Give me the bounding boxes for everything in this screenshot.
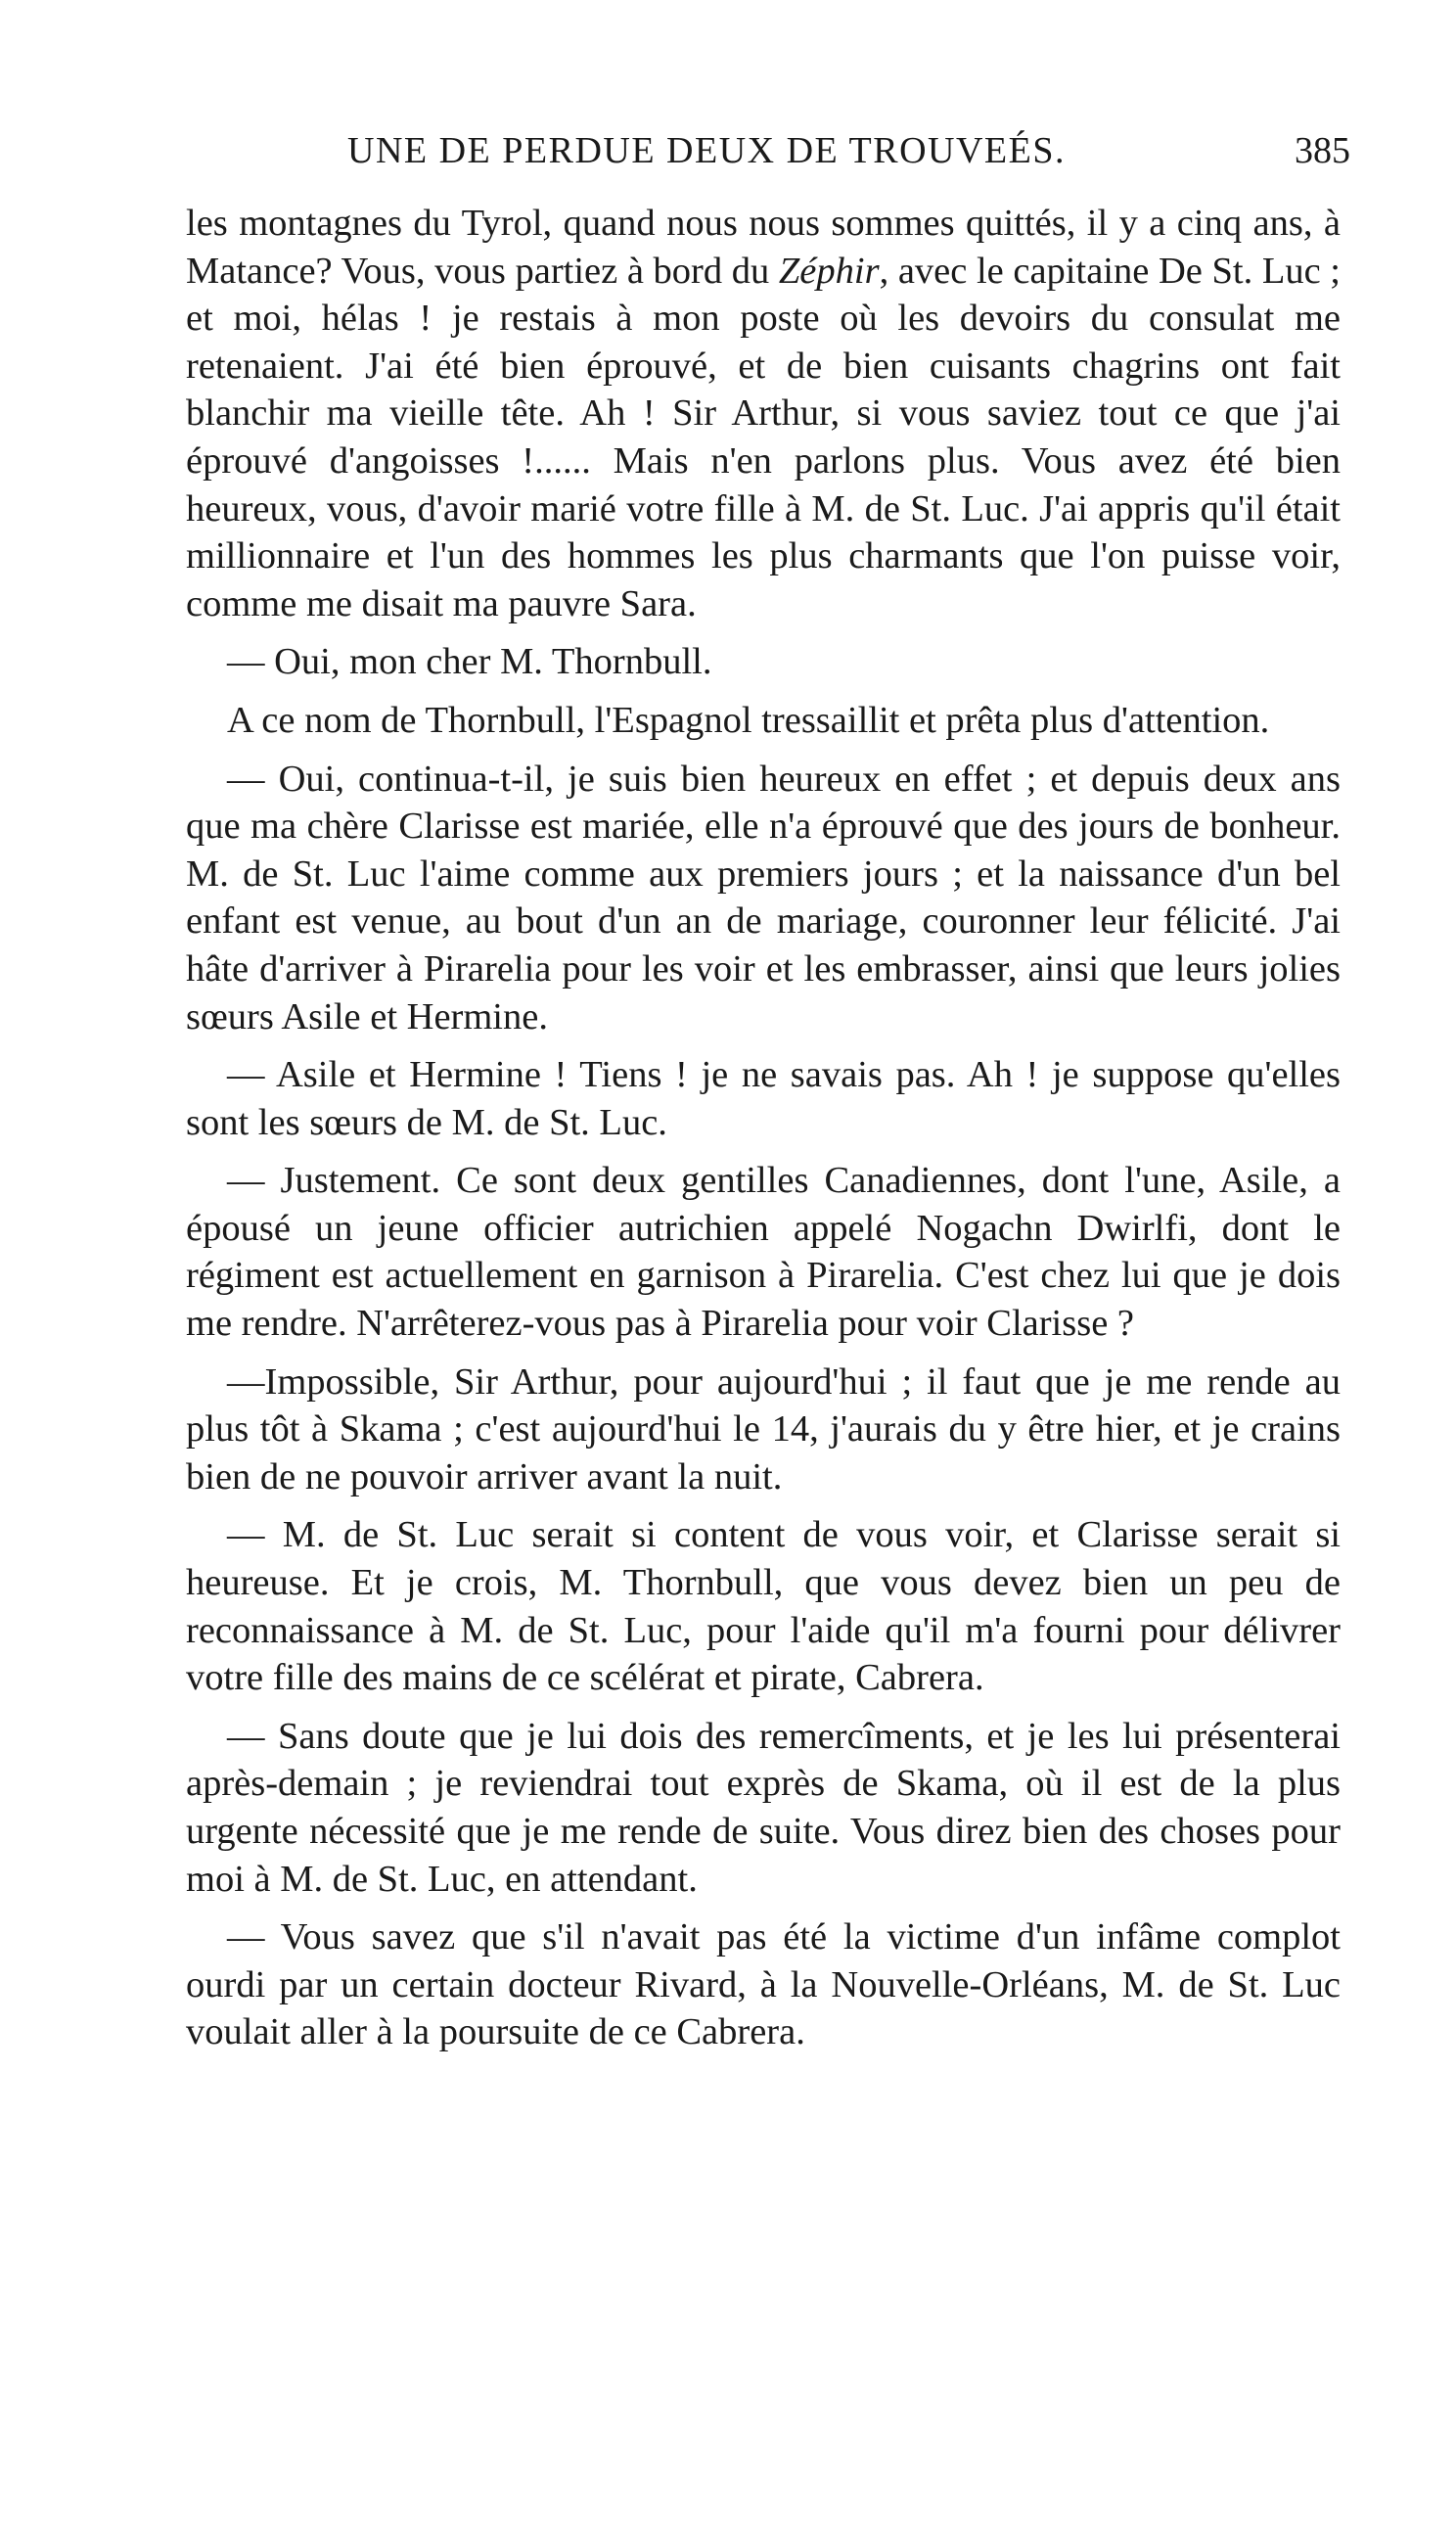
paragraph-10: — Vous savez que s'il n'avait pas été la victime d'un infâme complot ourdi par un certain docteur Rivard, à la Nouvelle-Orléans, M. de St. Luc voulait aller à la poursuite de ce Cabrera.	[186, 1916, 1341, 2053]
running-head	[347, 129, 1350, 178]
paragraph-7: —Impossible, Sir Arthur, pour aujourd'hui ; il faut que je me rende au plus tôt à Skama ; c'est aujourd'hui le 14, j'aurais du y être hier, et je crains bien de ne pouvoir arriver avant la nuit.	[186, 1360, 1341, 1497]
paragraph-1-text-end: , avec le capitaine De St. Luc ; et moi, hélas ! je restais à mon poste où les devoirs du consulat me retenaient. J'ai été bien éprouvé, et de bien cuisants chagrins ont fait blanchir ma vieille tête. Ah ! Sir Arthur, si vous saviez tout ce que j'ai éprouvé d'angoisses !...... Mais n'en parlons plus. Vous avez été bien heureux, vous, d'avoir marié votre fille à M. de St. Luc. J'ai appris qu'il était millionnaire et l'un des hommes les plus charmants que l'on puisse voir, comme me disait ma pauvre Sara.	[186, 250, 1342, 624]
page-number: 385	[1295, 130, 1350, 171]
body-text	[186, 200, 1341, 2056]
paragraph-6: — Justement. Ce sont deux gentilles Canadiennes, dont l'une, Asile, a épousé un jeune officier autrichien appelé Nogachn Dwirlfi, dont le régiment est actuellement en garnison à Pirarelia. C'est chez lui que je dois me rendre. N'arrêterez-vous pas à Pirarelia pour voir Clarisse ?	[186, 1160, 1341, 1345]
running-title: UNE DE PERDUE DEUX DE TROUVEÉS.	[347, 130, 1066, 171]
ship-name-zephir: Zéphir	[778, 250, 880, 292]
paragraph-5: — Asile et Hermine ! Tiens ! je ne savais pas. Ah ! je suppose qu'elles sont les sœurs de M. de St. Luc.	[186, 1054, 1341, 1143]
paragraph-2: — Oui, mon cher M. Thornbull.	[227, 641, 712, 683]
paragraph-3: A ce nom de Thornbull, l'Espagnol tressaillit et prêta plus d'attention.	[227, 699, 1270, 741]
paragraph-1-text-start: les montagnes du Tyrol, quand nous nous sommes quittés, il y a cinq ans, à Matance? Vous, vous partiez à bord du	[186, 203, 1341, 292]
paragraph-4: — Oui, continua-t-il, je suis bien heureux en effet ; et depuis deux ans que ma chère Clarisse est mariée, elle n'a éprouvé que des jours de bonheur. M. de St. Luc l'aime comme aux premiers jours ; et la naissance d'un bel enfant est venue, au bout d'un an de mariage, couronner leur félicité. J'ai hâte d'arriver à Pirarelia pour les voir et les embrasser, ainsi que leurs jolies sœurs Asile et Hermine.	[186, 758, 1341, 1037]
paragraph-9: — Sans doute que je lui dois des remercîments, et je les lui présenterai après-demain ; je reviendrai tout exprès de Skama, où il est de la plus urgente nécessité que je me rende de suite. Vous direz bien des choses pour moi à M. de St. Luc, en attendant.	[186, 1715, 1341, 1900]
paragraph-8: — M. de St. Luc serait si content de vous voir, et Clarisse serait si heureuse. Et je crois, M. Thornbull, que vous devez bien un peu de reconnaissance à M. de St. Luc, pour l'aide qu'il m'a fourni pour délivrer votre fille des mains de ce scélérat et pirate, Cabrera.	[186, 1514, 1341, 1699]
paragraph-1	[186, 200, 1341, 627]
